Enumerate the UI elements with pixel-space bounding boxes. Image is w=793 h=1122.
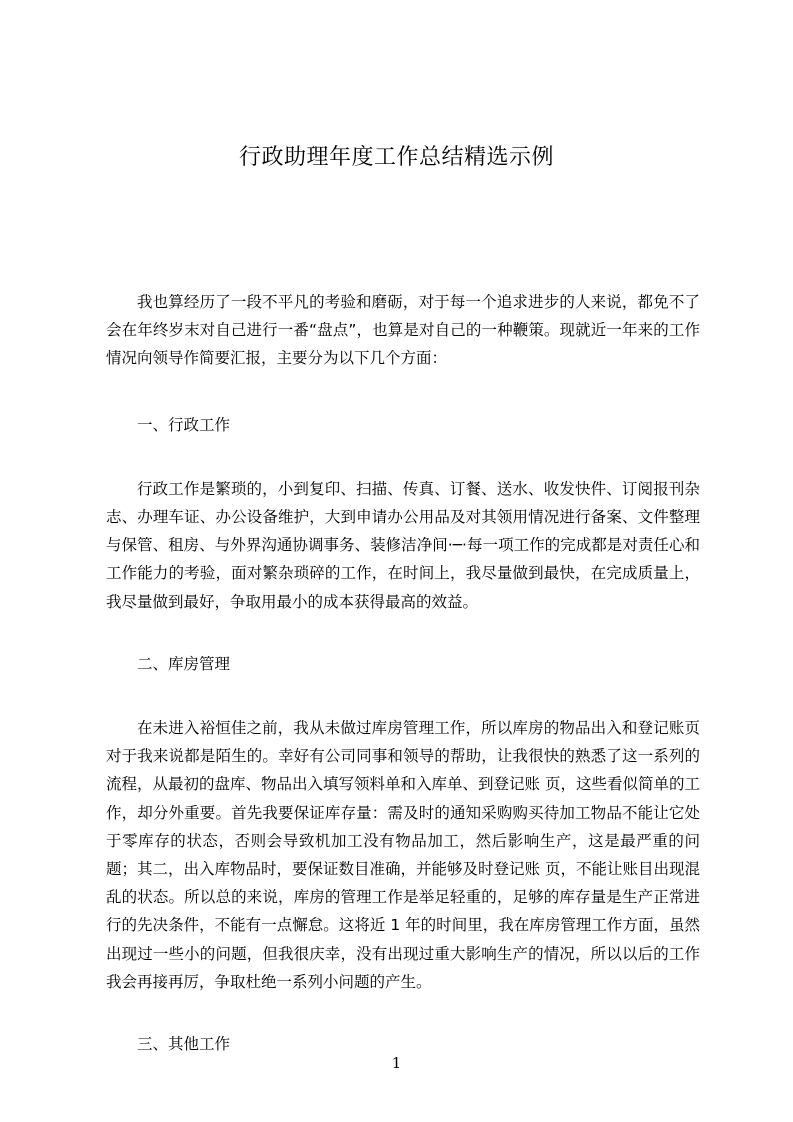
- intro-paragraph: 我也算经历了一段不平凡的考验和磨砺，对于每一个追求进步的人来说，都免不了会在年终岁末对自己进行一番“盘点”，也算是对自己的一种鞭策。现就近一年来的工作情况向领导作简要汇报，主要分为以下几个方面：: [106, 293, 700, 368]
- spacer: [106, 996, 700, 1030]
- spacer: [106, 439, 700, 475]
- section-body-administration: 行政工作是繁琐的，小到复印、扫描、传真、订餐、送水、收发快件、订阅报刊杂志、办理车证、办公设备维护，大到申请办公用品及对其领用情况进行备案、文件整理与保管、租房、与外界沟通协调事务、装修洁净间·─·每一项工作的完成都是对责任心和工作能力的考验，面对繁杂琐碎的工作，在时间上，我尽量做到最快，在完成质量上，我尽量做到最好，争取用最小的成本获得最高的效益。: [106, 479, 700, 611]
- spacer: [106, 373, 700, 411]
- spacer: [106, 616, 700, 650]
- section-heading-administration: 一、行政工作: [137, 415, 231, 434]
- document-body: [106, 288, 700, 1058]
- section-heading-warehouse: 二、库房管理: [137, 654, 231, 673]
- section-heading-other: 三、其他工作: [137, 1035, 231, 1054]
- page-number: 1: [391, 1054, 402, 1072]
- document-title: 行政助理年度工作总结精选示例: [238, 145, 554, 170]
- section-body-warehouse: 在未进入裕恒佳之前，我从未做过库房管理工作，所以库房的物品出入和登记账页对于我来说都是陌生的。幸好有公司同事和领导的帮助，让我很快的熟悉了这一系列的流程，从最初的盘库、物品出入填写领料单和入库单、到登记账 页，这些看似简单的工作，却分外重要。首先我要保证库存量：需及时的通知采购购买待加工物品不能让它处于零库存的状态，否则会导致机加工没有物品加工，然后影响生产，这是最严重的问题；其二，出入库物品时，要保证数目准确，并能够及时登记账 页，不能让账目出现混乱的状态。所以总的来说，库房的管理工作是举足轻重的，足够的库存量是生产正常进行的先决条件，不能有一点懈怠。这将近 1 年的时间里，我在库房管理工作方面，虽然出现过一些小的问题，但我很庆幸，没有出现过重大影响生产的情况，所以以后的工作我会再接再厉，争取杜绝一系列小问题的产生。: [106, 719, 700, 991]
- spacer: [106, 678, 700, 714]
